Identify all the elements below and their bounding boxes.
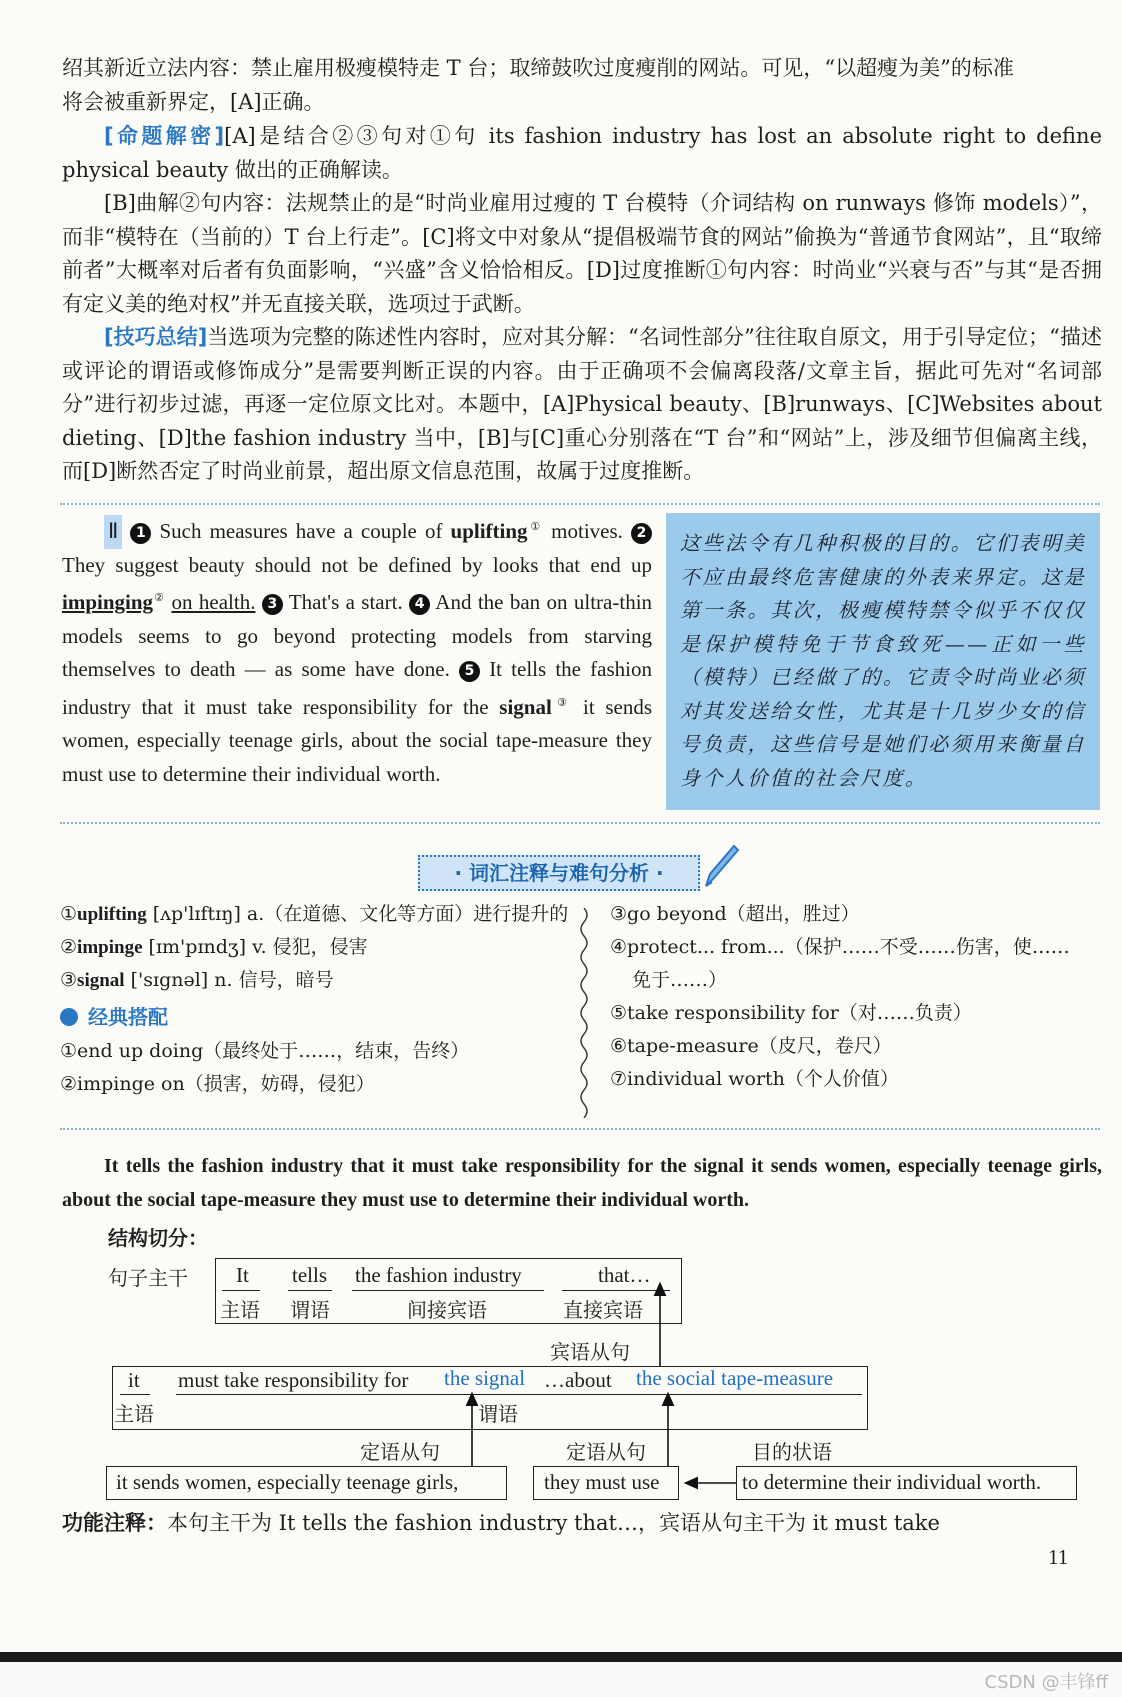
skill-tag: [技巧总结] <box>104 325 208 349</box>
clause-text-1: it sends women, especially teenage girls, <box>116 1470 459 1494</box>
divider <box>60 822 1100 824</box>
sentence-4: And the ban on ultra-thin models seems to go beyond protecting models from starving themselves to death — as some have done. <box>62 590 653 681</box>
paragraph-mark: Ⅱ <box>104 515 122 549</box>
footnote-mark: ① <box>527 521 544 533</box>
vocab-right-column <box>610 898 1070 1096</box>
label-indirect-object: 间接宾语 <box>407 1298 487 1322</box>
phrase-item: ③go beyond（超出，胜过） <box>610 903 860 925</box>
clause-text-3: to determine their individual worth. <box>742 1470 1042 1494</box>
proposition-text: [A]是结合②③句对①句 its fashion industry has lost an absolute right to define physical beauty 做出的正确解读。 <box>62 124 1102 182</box>
skill-text: 当选项为完整的陈述性内容时，应对其分解：“名词性部分”往往取自原文，用于引导定位；“描述或评论的谓语或修饰成分”是需要判断正误的内容。由于正确项不会偏离段落/文章主旨，据此可先对“名词部分”进行初步过滤，再逐一定位原文比对。本题中，[A]Physical beauty、[B]runways、[C]Websites about dieting、[D]the fashion industry 当中，[B]与[C]重心分别落在“T 台”和“网站”上，涉及细节但偏离主线，而[D]断然否定了时尚业前景，超出原文信息范围，故属于过度推断。 <box>62 325 1102 483</box>
function-note: 功能注释：本句主干为 It tells the fashion industry that…，宾语从句主干为 it must take <box>62 1510 940 1535</box>
clause-text-2: they must use <box>544 1470 660 1494</box>
phrase-item: ⑥tape-measure（皮尺，卷尺） <box>610 1035 892 1057</box>
phrase-item: ④protect... from...（保护……不受……伤害，使…… <box>610 936 1070 958</box>
phrase-item: 免于……） <box>632 969 728 991</box>
label-clause-predicate: 谓语 <box>478 1402 518 1426</box>
divider <box>60 503 1100 505</box>
divider <box>60 1128 1100 1130</box>
wavy-divider <box>578 908 590 1118</box>
word-tells: tells <box>292 1263 327 1287</box>
word-tape-measure: the social tape-measure <box>636 1366 834 1390</box>
footnote-mark: ③ <box>551 696 573 709</box>
vocab-impinging: impinging <box>62 590 154 614</box>
underline <box>288 1290 332 1291</box>
distractor-analysis: [B]曲解②句内容：法规禁止的是“时尚业雇用过瘦的 T 台模特（介词结构 on runways 修饰 models）”，而非“模特在（当前的）T 台上行走”。[C]将文中对象从“提倡极端节食的网站”偷换为“普通节食网站”，且“取缔前者”大概率对后者有负面影响，“兴盛”含义恰恰相反。[D]过度推断①句内容：时尚业“兴衰与否”与其“是否拥有定义美的绝对权”并无直接关联，选项过于武断。 <box>62 191 1102 316</box>
sentence-5b: it sends women, especially teenage girls, about the social tape-measure they must use to determine their individual worth. <box>62 694 652 786</box>
label-clause-subject: 主语 <box>114 1402 154 1426</box>
vocab-signal: signal <box>499 694 552 719</box>
underline <box>562 1290 670 1291</box>
label-predicate: 谓语 <box>290 1298 330 1322</box>
label-direct-object: 直接宾语 <box>563 1298 643 1322</box>
sentence-2a: They suggest beauty should not be defined by looks that end up <box>62 552 652 577</box>
vocab-uplifting: uplifting <box>450 519 528 543</box>
vocab-left-column <box>60 898 568 1101</box>
object-clause-label: 宾语从句 <box>550 1340 630 1364</box>
bottom-bar <box>0 1652 1122 1662</box>
footnote-mark: ② <box>153 592 166 604</box>
pen-icon <box>700 842 740 890</box>
word-that: that… <box>598 1263 651 1287</box>
word-it: It <box>236 1263 249 1287</box>
vocab-entry: ①uplifting [ʌp'lɪftɪŋ] a.（在道德、文化等方面）进行提升的 <box>60 903 569 925</box>
sentence-3: That's a start. <box>288 590 403 614</box>
sentence-2b: on health. <box>171 590 256 614</box>
explanation-line1: 绍其新近立法内容：禁止雇用极瘦模特走 T 台；取缔鼓吹过度瘦削的网站。可见，“以超瘦为美”的标准 <box>62 56 1014 80</box>
proposition-tag: [命题解密] <box>104 124 225 148</box>
sentence-1a: Such measures have a couple of <box>159 519 443 543</box>
page-number: 11 <box>1048 1545 1069 1569</box>
attributive-label-2: 定语从句 <box>566 1440 646 1464</box>
bullet-icon <box>60 1008 78 1026</box>
sentence-1b: motives. <box>551 519 623 543</box>
skill-summary <box>62 321 1102 489</box>
sentence-number: 1 <box>130 523 151 544</box>
word-it-clause: it <box>128 1368 140 1392</box>
bottom-strip <box>0 1662 1122 1697</box>
collocation-heading: 经典搭配 <box>60 1001 568 1035</box>
vocab-entry: ②impinge [ɪm'pɪndʒ] v. 侵犯，侵害 <box>60 936 368 958</box>
sentence-number: 4 <box>409 594 430 615</box>
vocab-entry: ③signal ['sɪgnəl] n. 信号，暗号 <box>60 969 334 991</box>
collocation-item: ①end up doing（最终处于……，结束，告终） <box>60 1040 470 1062</box>
main-clause-label: 句子主干 <box>108 1266 188 1290</box>
chinese-translation: 这些法令有几种积极的目的。它们表明美不应由最终危害健康的外表来界定。这是第一条。其次，极瘦模特禁令似乎不仅仅是保护模特免于节食致死——正如一些（模特）已经做了的。它责令时尚业必须对其发送给女性，尤其是十几岁少女的信号负责，这些信号是她们必须用来衡量自身个人价值的社会尺度。 <box>666 513 1100 810</box>
proposition-analysis <box>62 120 1102 187</box>
sentence-number: 5 <box>459 661 480 682</box>
purpose-label: 目的状语 <box>752 1440 832 1464</box>
sentence-number: 3 <box>262 594 283 615</box>
vocab-section-title: · 词汇注释与难句分析 · <box>418 855 700 891</box>
structure-heading: 结构切分： <box>108 1226 208 1250</box>
word-the-signal: the signal <box>444 1366 526 1390</box>
word-about: …about <box>544 1368 612 1392</box>
watermark: CSDN @丰锋ff <box>984 1672 1108 1693</box>
word-must-take: must take responsibility for <box>178 1368 409 1392</box>
label-subject: 主语 <box>220 1298 260 1322</box>
explanation-line2: 将会被重新界定，[A]正确。 <box>62 90 325 114</box>
phrase-item: ⑤take responsibility for（对……负责） <box>610 1002 972 1024</box>
underline <box>352 1290 544 1291</box>
underline <box>120 1394 150 1395</box>
underline <box>222 1290 260 1291</box>
attributive-label-1: 定语从句 <box>360 1440 440 1464</box>
phrase-item: ⑦individual worth（个人价值） <box>610 1068 899 1090</box>
collocation-item: ②impinge on（损害，妨碍，侵犯） <box>60 1073 375 1095</box>
word-fashion-industry: the fashion industry <box>355 1263 522 1287</box>
passage-paragraph <box>62 511 652 791</box>
sentence-number: 2 <box>631 523 652 544</box>
sentence-5a: It tells the fashion industry that it must take responsibility for the <box>62 657 652 719</box>
underline <box>176 1394 862 1395</box>
difficult-sentence: It tells the fashion industry that it must take responsibility for the signal it sends women, especially teenage girls, about the social tape-measure they must use to determine their individual worth. <box>62 1155 1102 1211</box>
